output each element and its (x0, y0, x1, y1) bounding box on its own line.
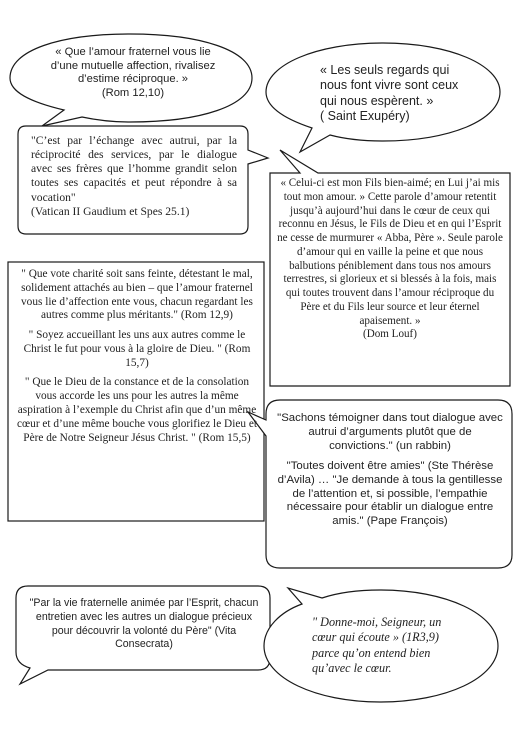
quote-1-source: (Rom 12,10) (101, 86, 165, 99)
quote-4 (276, 177, 504, 342)
quote-6 (276, 412, 504, 529)
quote-3-source: (Vatican II Gaudium et Spes 25.1) (31, 204, 190, 218)
quote-7 (26, 597, 262, 652)
quote-3-text: "C’est par l’échange avec autrui, par la réciprocité des services, par le dialogue avec ses frères que l’homme grandit selon toutes ses capacités et peut répondre à sa vocation" (31, 134, 237, 204)
quote-2-text: « Les seuls regards qui nous font vivre sont ceux qui nous espèrent. » (320, 63, 459, 108)
quote-3 (31, 134, 237, 219)
quote-1-text: « Que l’amour fraternel vous lie d’une mutuelle affection, rivalisez d’estime réciproque. » (50, 46, 216, 86)
quote-4-text: « Celui-ci est mon Fils bien-aimé; en Lui j’ai mis tout mon amour. » Cette parole d’amour retentit jusqu’à aujourd’hui dans le cœur de ceux qui reconnu en Jésus, le Fils de Dieu et en qui l’Esprit ne cesse de murmurer « Abba, Père ». Seule parole d’amour qui en vaille la peine et que nous balbutions péniblement dans tous nos amours terrestres, si glorieux et si blessés à la fois, mais qui toutes trouvent dans l’amour réciproque du Père et du Fils leur source et leur éternel apaisement. » (277, 177, 503, 327)
quote-2-source: ( Saint Exupéry) (320, 108, 410, 123)
quote-5 (15, 268, 259, 445)
quote-5-part-a: " Que vote charité soit sans feinte, détestant le mal, solidement attachés au bien – que l’amour fraternel vous lie d’affection ente vous, chacun regardant les autres comme plus méritants." (Rom 12,9) (21, 268, 253, 322)
quote-7-text: "Par la vie fraternelle animée par l’Esprit, chacun entretien avec les autres un dialogue précieux pour découvrir la volonté du Père" (Vita Consecrata) (29, 597, 259, 651)
quote-4-source: (Dom Louf) (363, 328, 417, 341)
quote-2 (320, 63, 472, 124)
quote-1 (46, 46, 220, 101)
quote-5-part-b: " Soyez accueillant les uns aux autres comme le Christ le fut pour vous à la gloire de Dieu. " (Rom 15,7) (23, 329, 251, 369)
quote-5-part-c: " Que le Dieu de la constance et de la consolation vous accorde les uns pour les autres la même aspiration à l’exemple du Christ afin que d’un même cœur et d’une même bouche vous glorifiez le Dieu et Père de Notre Seigneur Jésus Christ. " (Rom 15,5) (17, 376, 257, 444)
quote-8-text: " Donne-moi, Seigneur, un cœur qui écoute » (1R3,9) parce qu’on entend bien qu’avec le cœur. (312, 615, 442, 675)
quote-6-part-b: "Toutes doivent être amies" (Ste Thérèse d’Avila) … "Je demande à tous la gentillesse de l’attention et, si possible, l’empathie nécessaire pour établir un dialogue entre amis." (Pape François) (277, 459, 503, 528)
quote-6-part-a: "Sachons témoigner dans tout dialogue avec autrui d’arguments plutôt que de convictions." (un rabbin) (277, 412, 503, 452)
quote-8 (312, 615, 468, 676)
